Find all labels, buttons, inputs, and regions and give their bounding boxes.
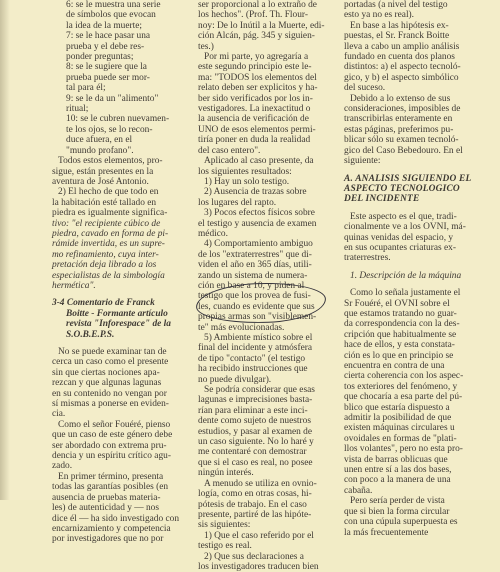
- col1-line: especialistas de la simbología: [52, 270, 165, 281]
- col1-line: les) de autenticidad y — nos: [52, 503, 160, 514]
- col1-line: te los ojos, se lo recon-: [66, 124, 153, 135]
- col2-line: final del incidente y atmósfera: [198, 343, 313, 354]
- text-column-1: [52, 0, 180, 545]
- col3-line: cripción que habitualmente se: [344, 329, 457, 340]
- col2-line: 5) Ambiente místico sobre el: [204, 333, 313, 343]
- col3-line: que chocaría a esa parte del pú-: [344, 392, 463, 403]
- col3-line: puestas, el Sr. Franck Boitte: [344, 31, 450, 42]
- col1-line: aventura de José Antonio.: [52, 176, 149, 187]
- col1-line: S.O.B.E.P.S.: [66, 329, 115, 340]
- col2-line: sis siguientes:: [198, 520, 251, 531]
- col1-line: dencia y un espíritu crítico agu-: [52, 451, 171, 462]
- col1-line: sí mismas a ponerse en eviden-: [52, 399, 169, 410]
- col2-line: no puede divulgar).: [198, 374, 272, 385]
- col3-line: Este aspecto es el que, tradi-: [350, 211, 457, 222]
- col3-line: encuentra en contra de una: [344, 361, 445, 371]
- col1-line: sin que ciertas nociones apa-: [52, 367, 160, 378]
- col2-line: ma: "TODOS los elementos del: [198, 72, 317, 83]
- col3-line: [344, 167, 472, 174]
- col3-line: lleva a cabo un amplio análisis: [344, 41, 460, 52]
- col2-line: tiría poner en duda la realidad: [198, 135, 311, 146]
- col1-line: 9: se le da un "alimento": [66, 93, 159, 104]
- col2-line: médico.: [198, 228, 228, 239]
- col3-line: ción es lo que en principio se: [344, 350, 454, 361]
- col2-line: los lugares del rapto.: [198, 197, 277, 208]
- text-column-3: [344, 0, 472, 538]
- col1-line: la idea de la muerte;: [66, 20, 143, 31]
- col2-line: el testigo y ausencia de examen: [198, 218, 317, 229]
- col1-line: [52, 291, 180, 298]
- col3-line: Pero sería perder de vista: [350, 496, 445, 507]
- col1-line: [52, 340, 180, 347]
- col2-line: zando un sistema de numera-: [198, 270, 308, 281]
- col2-line: presente, partiré de las hipóte-: [198, 509, 312, 520]
- col3-line: en sus ocupantes criaturas ex-: [344, 242, 456, 253]
- col1-line: que un caso de este género debe: [52, 430, 173, 441]
- col3-line: consideraciones, imposibles de: [344, 104, 461, 115]
- col1-line: 7: se le hace pasar una: [66, 31, 151, 42]
- col3-line: ASPECTO TECNOLOGICO: [344, 183, 460, 194]
- col3-line: distintos: a) el aspecto tecnoló-: [344, 62, 461, 73]
- col3-line: portadas (a nivel del testigo: [344, 0, 448, 10]
- col3-line: esto ya no es real).: [344, 10, 415, 21]
- col2-line: la ausencia de verificación de: [198, 114, 309, 125]
- col1-line: No se puede examinar tan de: [58, 347, 167, 357]
- col1-line: duce afuera, en el: [66, 135, 133, 146]
- col1-line: mo refinamiento, cuya inter-: [52, 249, 159, 260]
- col2-line: del caso entero".: [198, 145, 261, 156]
- col1-line: 6: se le muestra una serie: [66, 0, 161, 10]
- col1-line: 10: se le cubren nuevamen-: [66, 114, 170, 125]
- col3-line: En base a las hipótesis ex-: [350, 20, 449, 31]
- col3-line: cierta coherencia con los aspec-: [344, 371, 464, 382]
- col1-line: cia.: [52, 409, 66, 420]
- col1-line: "mundo profano".: [66, 145, 134, 156]
- col2-line: testigo es real.: [198, 541, 252, 552]
- col1-line: ser abordado con extrema pru-: [52, 440, 167, 451]
- col2-line: un caso siguiente. No lo haré y: [198, 437, 314, 448]
- col1-line: Boitte - Formante artículo: [66, 308, 168, 319]
- col1-line: por investigadores que no por: [52, 534, 164, 545]
- col2-line: testigo que los provea de fusi-: [198, 291, 311, 302]
- col3-line: vista de barras oblicuas que: [344, 454, 448, 465]
- page-spine-shadow: [0, 0, 10, 500]
- col1-line: la habitación esté tallado en: [52, 197, 157, 208]
- col1-line: encarnizamiento y competencia: [52, 523, 171, 534]
- col1-line: Como el señor Fouéré, pienso: [58, 419, 171, 430]
- col1-line: Todos estos elementos, pro-: [58, 156, 163, 167]
- col3-line: da correspondencia con la des-: [344, 319, 460, 330]
- col3-line: existen máquinas circulares u: [344, 423, 455, 434]
- col2-line: te" más evolucionadas.: [198, 322, 285, 333]
- col3-line: blico que estaría dispuesto a: [344, 402, 450, 413]
- col1-line: 3-4 Comentario de Franck: [52, 298, 155, 309]
- col3-line: gico, y b) el aspecto simbólico: [344, 72, 459, 83]
- col1-line: tal para él;: [66, 83, 106, 94]
- col2-line: pótesis de trabajo. En el caso: [198, 499, 307, 510]
- col2-line: logía, como en otras cosas, hi-: [198, 489, 312, 500]
- col1-line: ponder preguntas;: [66, 52, 134, 63]
- col2-line: ningún interés.: [198, 468, 254, 479]
- col2-line: UNO de esos elementos permi-: [198, 124, 316, 135]
- col3-line: que si bien la forma circular: [344, 506, 450, 517]
- col1-line: En primer término, presenta: [58, 471, 164, 482]
- col3-line: gico del Caso Bebedouro. En el: [344, 145, 463, 156]
- col2-line: 1) Hay un solo testigo.: [204, 176, 290, 187]
- col3-line: quinas venidas del espacio, y: [344, 232, 454, 243]
- col3-line: tos exteriores del fenómeno, y: [344, 381, 458, 392]
- col1-line: de símbolos que evocan: [66, 10, 156, 21]
- col1-line: todas las garantías posibles (en: [52, 482, 169, 493]
- col3-line: Como lo señala justamente el: [350, 288, 461, 299]
- col2-line: este segundo principio este le-: [198, 62, 312, 73]
- col3-line: blicar sólo su examen tecnoló-: [344, 135, 459, 146]
- col3-line: unen entre sí a las dos bases,: [344, 465, 452, 476]
- col1-line: en su contenido no vengan por: [52, 388, 167, 399]
- col2-line: vestigadores. La inexactitud o: [198, 104, 311, 115]
- col3-line: del suceso.: [344, 83, 386, 94]
- col2-line: me contentaré con demostrar: [198, 447, 307, 458]
- col2-line: los siguientes resultados:: [198, 166, 292, 177]
- col2-line: 1) Que el caso referido por el: [204, 530, 314, 541]
- col2-line: dente como sujeto de nuestros: [198, 416, 311, 427]
- col3-line: cabaña.: [344, 485, 373, 496]
- col2-line: relato deben ser explicitos y ha-: [198, 83, 318, 94]
- col1-line: dice él — ha sido investigado con: [52, 513, 180, 524]
- col1-line: ritual;: [66, 104, 89, 115]
- col1-line: prueba puede ser mor-: [66, 72, 150, 83]
- col1-line: pretación deja librado a los: [52, 260, 157, 271]
- col3-line: con poco a la manera de una: [344, 475, 451, 486]
- col1-line: ausencia de pruebas materia-: [52, 492, 161, 503]
- col1-line: revista "Inforespace" de la: [66, 319, 171, 330]
- col1-line: 2) El hecho de que todo en: [58, 187, 159, 198]
- col3-line: ovoidales en formas de "plati-: [344, 433, 457, 444]
- col1-line: rámide invertida, es un supre-: [52, 239, 165, 250]
- col2-line: de tipo "contacto" (el testigo: [198, 353, 306, 364]
- col2-line: propias armas son "visiblemen-: [198, 312, 317, 323]
- col3-line: DEL INCIDENTE: [344, 194, 420, 205]
- col3-line: siguiente:: [344, 156, 381, 167]
- col2-line: lagunas e imprecisiones basta-: [198, 395, 313, 406]
- col2-line: que si el caso es real, no posee: [198, 457, 313, 468]
- col2-line: Aplicado al caso presente, da: [204, 156, 314, 167]
- col1-line: hermética".: [52, 280, 96, 291]
- col2-line: rían para eliminar a este inci-: [198, 405, 308, 416]
- col2-line: estudios, y pasar al examen de: [198, 426, 313, 437]
- col2-line: Se podría considerar que esas: [204, 385, 315, 396]
- col1-line: rezcan y que algunas lagunas: [52, 378, 162, 389]
- col2-line: ción en base a 10, y piden al: [198, 280, 305, 291]
- col2-line: viden el año en 365 días, utili-: [198, 260, 312, 271]
- col2-line: ción Alcán, pág. 345 y siguien-: [198, 31, 315, 42]
- col1-line: cerca un caso como el presente: [52, 357, 169, 368]
- col2-line: de los "extraterrestres" que di-: [198, 249, 312, 260]
- col3-line: fundado en cuenta dos planos: [344, 52, 455, 63]
- col3-line: [344, 205, 472, 212]
- col3-line: [344, 264, 472, 271]
- col2-line: los investigadores traducen bien: [198, 561, 319, 572]
- col2-line: les, cuando es evidente que sus: [198, 301, 315, 312]
- col3-line: admitir la posibilidad de que: [344, 413, 452, 424]
- col2-line: noy: De lo Inútil a la Muerte, edi-: [198, 20, 325, 31]
- col2-line: 2) Que sus declaraciones a: [204, 551, 304, 562]
- col1-line: 8: se le sugiere que la: [66, 62, 147, 73]
- col1-line: piedra es igualmente significa-: [52, 208, 168, 219]
- col3-line: cionalmente ve a los OVNI, má-: [344, 222, 466, 233]
- col2-line: tes.): [198, 41, 214, 52]
- col1-line: prueba y el debe res-: [66, 41, 145, 52]
- col2-line: 3) Pocos efectos físicos sobre: [204, 208, 315, 219]
- col2-line: ber sido verificados por los in-: [198, 93, 313, 104]
- col3-line: 1. Descripción de la máquina: [350, 270, 462, 281]
- col2-line: 4) Comportamiento ambiguo: [204, 239, 313, 250]
- col2-line: 2) Ausencia de trazas sobre: [204, 187, 307, 198]
- col3-line: traterrestres.: [344, 253, 391, 264]
- col3-line: Sr Fouéré, el OVNI sobre el: [344, 298, 450, 309]
- col3-line: Debido a lo extenso de sus: [350, 93, 451, 104]
- col1-line: piedra, cavado en forma de pi-: [52, 228, 169, 239]
- col3-line: la más frecuentemente: [344, 527, 429, 538]
- col3-line: hace de ellos, y esta constata-: [344, 340, 455, 351]
- col2-line: Por mi parte, yo agregaría a: [204, 52, 309, 63]
- col3-line: transcribirlas enteramente en: [344, 114, 453, 125]
- col1-line: tivo: "el recipiente cúbico de: [52, 218, 161, 229]
- col3-line: [344, 281, 472, 288]
- col1-line: sigue, están presentes en la: [52, 166, 154, 177]
- col3-line: estas páginas, preferimos pu-: [344, 124, 454, 135]
- col1-line: zado.: [52, 461, 73, 472]
- col3-line: llos volantes", pero no esta pro-: [344, 444, 463, 455]
- col2-line: A menudo se utiliza en ovnio-: [204, 478, 317, 489]
- col3-line: con una cúpula superpuesta es: [344, 517, 458, 528]
- col2-line: los hechos". (Prof. Th. Flour-: [198, 10, 308, 21]
- col2-line: ha recibido instrucciones que: [198, 364, 308, 375]
- col3-line: que estamos tratando no guar-: [344, 308, 457, 319]
- col3-line: A. ANALISIS SIGUIENDO EL: [344, 173, 472, 184]
- col2-line: ser proporcional a lo extraño de: [198, 0, 317, 10]
